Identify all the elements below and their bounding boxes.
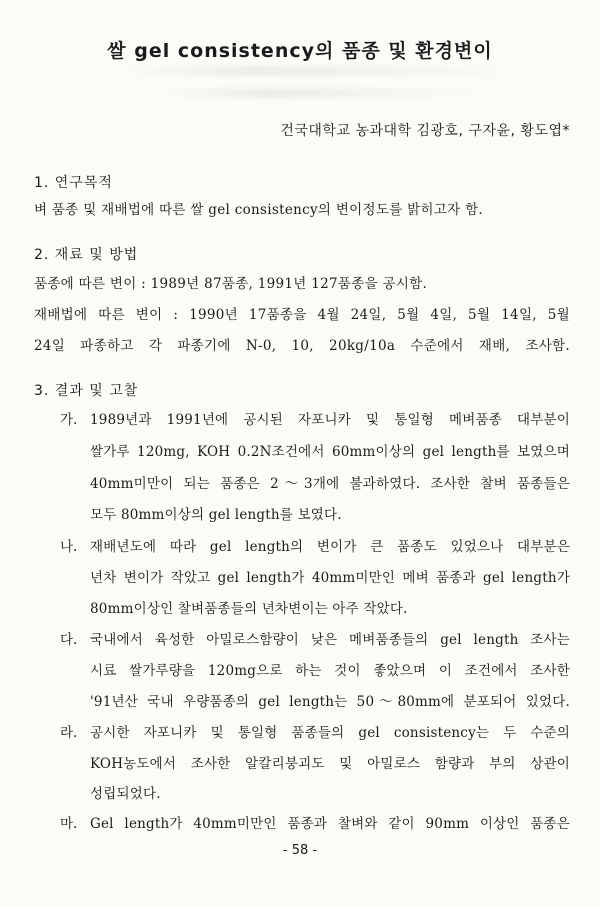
section-heading-results: 3. 결과 및 고찰	[34, 383, 139, 399]
methods-line: 24일 파종하고 각 파종기에 N-0, 10, 20kg/10a 수준에서 재배, 조사함.	[34, 338, 570, 354]
item-marker: 가.	[60, 412, 78, 428]
item-marker: 나.	[60, 539, 78, 555]
result-line: 성립되었다.	[90, 786, 161, 802]
result-line: 공시한 자포니카 및 통일형 품종들의 gel consistency는 두 수준의	[90, 725, 570, 741]
page-number: - 58 -	[282, 843, 318, 858]
result-line: 1989년과 1991년에 공시된 자포니카 및 통일형 메벼품종 대부분이	[90, 412, 570, 428]
result-line: KOH농도에서 조사한 알칼리붕괴도 및 아밀로스 함량과 부의 상관이	[90, 756, 570, 772]
purpose-text: 벼 품종 및 재배법에 따른 쌀 gel consistency의 변이정도를 밝히고자 함.	[34, 202, 484, 218]
result-line: '91년산 국내 우량품종의 gel length는 50～80mm에 분포되어 있었다.	[90, 694, 570, 710]
methods-line: 재배법에 따른 변이 : 1990년 17품종을 4월 24일, 5월 4일, 5월 14일, 5월	[34, 307, 570, 323]
author-line: 건국대학교 농과대학 김광호, 구자윤, 황도엽*	[280, 123, 570, 139]
item-marker: 다.	[60, 632, 78, 648]
section-heading-methods: 2. 재료 및 방법	[34, 247, 139, 263]
scan-bleed-through	[120, 66, 520, 76]
result-line: 모두 80mm이상의 gel length를 보였다.	[90, 507, 342, 523]
result-line: 40mm미만이 되는 품종은 2～3개에 불과하였다. 조사한 찰벼 품종들은	[90, 476, 570, 492]
item-marker: 라.	[60, 725, 78, 741]
result-line: 재배년도에 따라 gel length의 변이가 큰 품종도 있었으나 대부분은	[90, 539, 570, 555]
methods-line: 품종에 따른 변이 : 1989년 87품종, 1991년 127품종을 공시함.	[34, 276, 428, 292]
paper-title: 쌀 gel consistency의 품종 및 환경변이	[107, 40, 493, 62]
scan-bleed-through	[160, 88, 480, 98]
item-marker: 마.	[60, 816, 78, 832]
result-line: 80mm이상인 찰벼품종들의 년차변이는 아주 작았다.	[90, 601, 408, 617]
result-line: 국내에서 육성한 아밀로스함량이 낮은 메벼품종들의 gel length 조사는	[90, 632, 570, 648]
section-heading-purpose: 1. 연구목적	[34, 175, 113, 191]
result-line: 시료 쌀가루량을 120mg으로 하는 것이 좋았으며 이 조건에서 조사한	[90, 663, 570, 679]
result-line: 년차 변이가 작았고 gel length가 40mm미만인 메벼 품종과 gel length가	[90, 570, 570, 586]
result-line: 쌀가루 120mg, KOH 0.2N조건에서 60mm이상의 gel length를 보였으며	[90, 444, 570, 460]
result-line: Gel length가 40mm미만인 품종과 찰벼와 같이 90mm 이상인 품종은	[90, 816, 570, 832]
